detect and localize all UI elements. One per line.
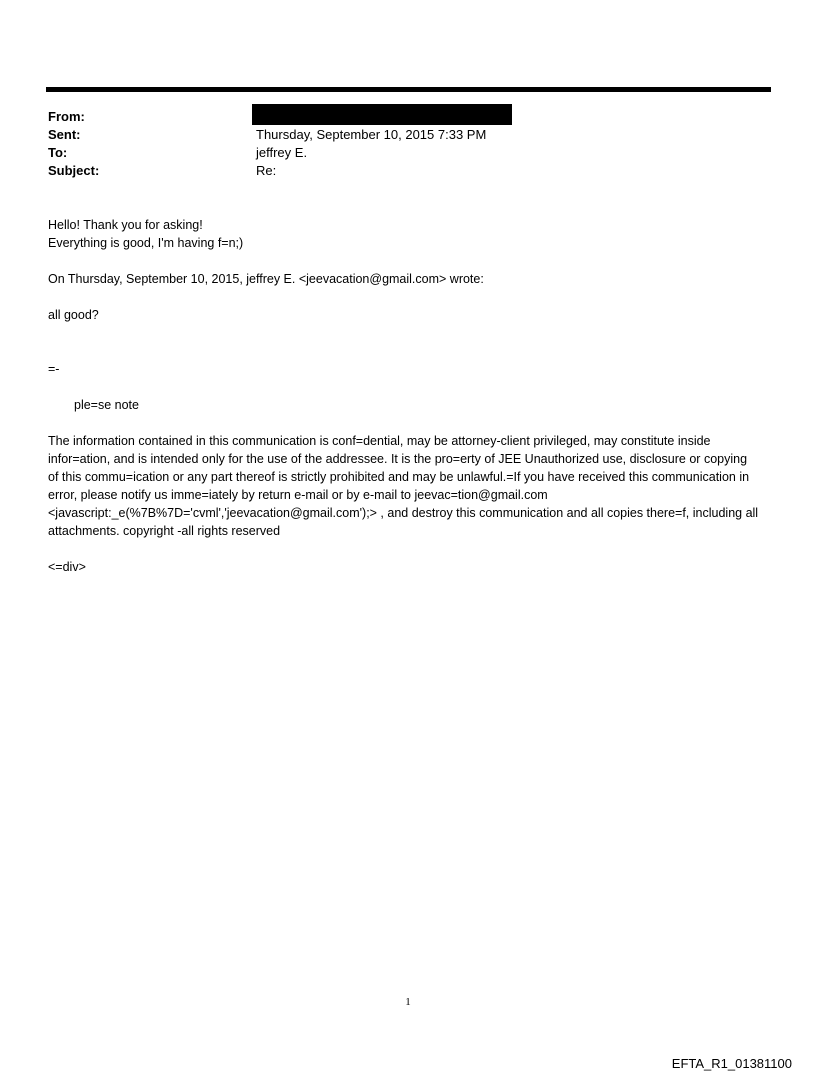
status-line: Everything is good, I'm having f=n;): [48, 236, 244, 250]
to-row: [48, 144, 768, 162]
page-number: 1: [405, 996, 411, 1008]
separator-text: =-: [48, 362, 60, 376]
email-body: [48, 216, 768, 576]
greeting-line: Hello! Thank you for asking!: [48, 218, 203, 232]
subject-label: Subject:: [48, 163, 100, 178]
subject-row: [48, 162, 768, 180]
email-header: [48, 108, 768, 180]
bates-number: EFTA_R1_01381100: [671, 1056, 792, 1071]
from-row: [48, 108, 768, 126]
to-label: To:: [48, 145, 68, 160]
subject-value: Re:: [256, 163, 277, 178]
quoted-text: all good?: [48, 308, 99, 322]
closing-tag-text: <=div>: [48, 560, 86, 574]
disclaimer-text: The information contained in this communication is conf=dential, may be attorney-client privileged, may constitute inside infor=ation, and is intended only for the use of the addressee. It is the pro=erty of JEE Unauthorized use, disclosure or copying of this commu=ication or any part thereof is strictly prohibited and may be unlawful.=If you have received this communication in error, please notify us imme=iately by return e-mail or by e-mail to jeevac=tion@gmail.com <javascript:_e(%7B%7D='cvml','jeevacation@gmail.com');> , and destroy this communication and all copies there=f, including all attachments. copyright -all rights reserved: [48, 434, 759, 538]
note-text: ple=se note: [74, 398, 139, 412]
from-label: From:: [48, 109, 85, 124]
sent-label: Sent:: [48, 127, 81, 142]
redaction-bar: [252, 104, 512, 125]
to-value: jeffrey E.: [256, 145, 308, 160]
sent-value: Thursday, September 10, 2015 7:33 PM: [256, 127, 487, 142]
sent-row: [48, 126, 768, 144]
top-divider: [46, 87, 771, 92]
quote-intro: On Thursday, September 10, 2015, jeffrey E. <jeevacation@gmail.com> wrote:: [48, 272, 484, 286]
